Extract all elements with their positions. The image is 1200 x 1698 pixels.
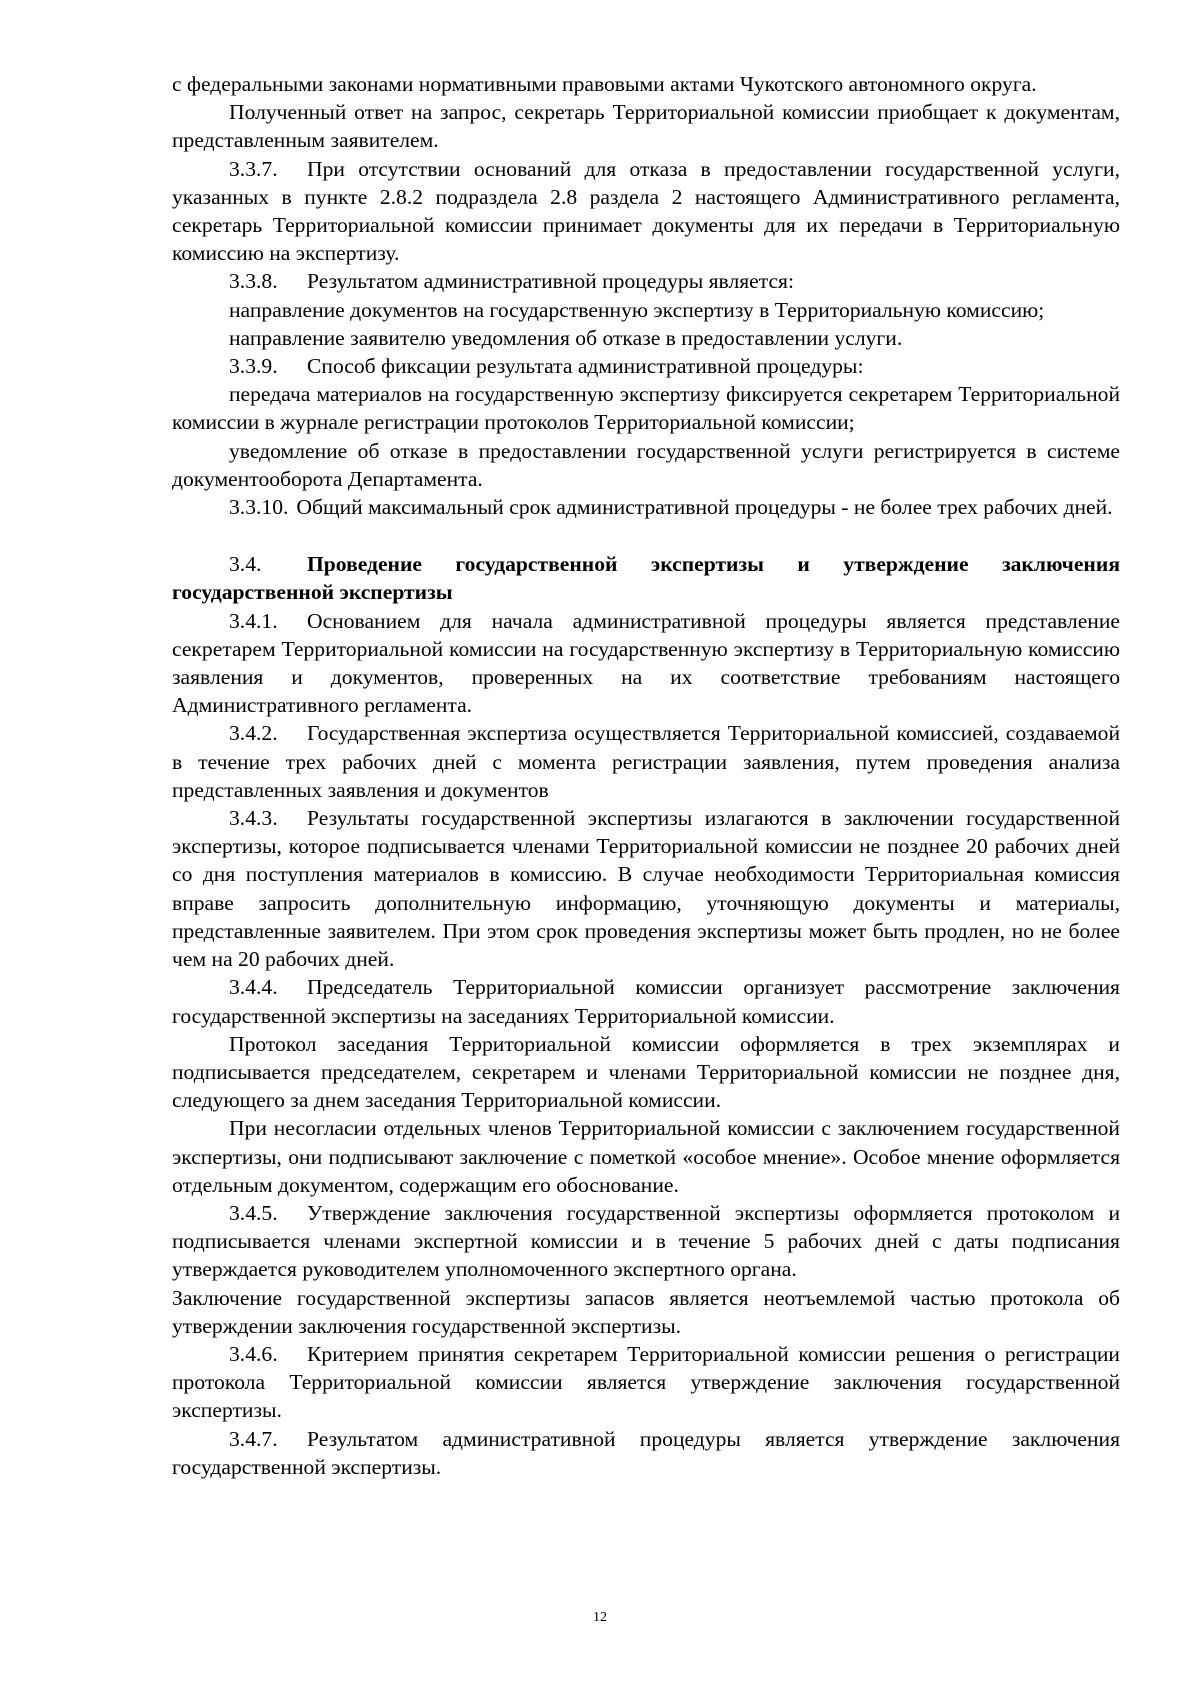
paragraph-text: Заключение государственной экспертизы запасов является неотъемлемой частью протокола об утверждении заключения государственной экспертизы. <box>172 1285 1120 1338</box>
paragraph <box>172 324 1120 352</box>
clause-number: 3.4.3. <box>229 806 278 831</box>
paragraph-text: Результатом административной процедуры является утверждение заключения государственной экспертизы. <box>172 1426 1120 1479</box>
paragraph-text: Способ фиксации результата административной процедуры: <box>307 354 864 379</box>
clause-number: 3.4.1. <box>229 608 278 633</box>
paragraph-text: Результаты государственной экспертизы излагаются в заключении государственной экспертизы, которое подписывается членами Территориальной комиссии не позднее 20 рабочих дней со дня поступления материалов в комиссию. В случае необходимости Территориальная комиссия вправе запросить дополнительную информацию, уточняющую документы и материалы, представленные заявителем. При этом срок проведения экспертизы может быть продлен, но не более чем на 20 рабочих дней. <box>172 806 1120 972</box>
paragraph <box>172 380 1120 436</box>
page-number: 12 <box>593 1610 607 1625</box>
clause-number: 3.4.2. <box>229 721 278 746</box>
clause-number: 3.4.5. <box>229 1200 278 1225</box>
clause-number: 3.4.6. <box>229 1341 278 1366</box>
paragraph <box>172 1114 1120 1199</box>
paragraph-3-4-2 <box>172 719 1120 804</box>
clause-number: 3.3.9. <box>229 354 278 379</box>
paragraph-text: уведомление об отказе в предоставлении государственной услуги регистрируется в системе документооборота Департамента. <box>172 438 1120 491</box>
clause-number: 3.3.10. <box>229 495 289 520</box>
paragraph-text: Утверждение заключения государственной экспертизы оформляется протоколом и подписывается членами экспертной комиссии и в течение 5 рабочих дней с даты подписания утверждается руководителем уполномоченного экспертного органа. <box>172 1200 1120 1282</box>
paragraph-text: с федеральными законами нормативными правовыми актами Чукотского автономного округа. <box>172 72 1037 96</box>
paragraph-text: Критерием принятия секретарем Территориальной комиссии решения о регистрации протокола Территориальной комиссии является утверждение заключения государственной экспертизы. <box>172 1341 1120 1423</box>
paragraph <box>172 1030 1120 1115</box>
paragraph-3-3-7 <box>172 155 1120 268</box>
paragraph-3-4-6 <box>172 1340 1120 1425</box>
clause-number: 3.3.7. <box>229 156 278 181</box>
clause-number: 3.4.4. <box>229 975 278 1000</box>
clause-number: 3.3.8. <box>229 269 278 294</box>
section-number: 3.4. <box>229 552 262 577</box>
paragraph-text: При отсутствии оснований для отказа в предоставлении государственной услуги, указанных в пункте 2.8.2 подраздела 2.8 раздела 2 настоящего Административного регламента, секретарь Территориальной комиссии принимает документы для их передачи в Территориальную комиссию на экспертизу. <box>172 156 1120 266</box>
paragraph-3-3-10 <box>172 493 1120 521</box>
paragraph-3-3-8 <box>172 267 1120 295</box>
paragraph-3-4-7 <box>172 1425 1120 1481</box>
paragraph-text: Общий максимальный срок административной процедуры - не более трех рабочих дней. <box>296 495 1113 520</box>
paragraph-text: Результатом административной процедуры является: <box>307 269 794 294</box>
paragraph-3-4-5 <box>172 1199 1120 1284</box>
clause-number: 3.4.7. <box>229 1426 278 1451</box>
paragraph-text: Председатель Территориальной комиссии организует рассмотрение заключения государственной экспертизы на заседаниях Территориальной комиссии. <box>172 975 1120 1028</box>
paragraph-text: передача материалов на государственную экспертизу фиксируется секретарем Территориальной комиссии в журнале регистрации протоколов Территориальной комиссии; <box>172 382 1120 435</box>
paragraph-continuation <box>172 70 1120 98</box>
paragraph-text: направление заявителю уведомления об отказе в предоставлении услуги. <box>229 325 903 350</box>
paragraph-text: Полученный ответ на запрос, секретарь Территориальной комиссии приобщает к документам, представленным заявителем. <box>172 100 1120 153</box>
paragraph-text: При несогласии отдельных членов Территориальной комиссии с заключением государственной экспертизы, они подписывают заключение с пометкой «особое мнение». Особое мнение оформляется отдельным документом, содержащим его обоснование. <box>172 1116 1120 1197</box>
paragraph-text: Основанием для начала административной процедуры является представление секретарем Территориальной комиссии на государственную экспертизу в Территориальную комиссию заявления и документов, проверенных на их соответствие требованиям настоящего Административного регламента. <box>172 608 1120 718</box>
section-title: Проведение государственной экспертизы и утверждение заключения государственной экспертизы <box>172 552 1120 605</box>
paragraph-3-4-1 <box>172 607 1120 720</box>
paragraph-text: Протокол заседания Территориальной комиссии оформляется в трех экземплярах и подписывается председателем, секретарем и членами Территориальной комиссии не позднее дня, следующего за днем заседания Территориальной комиссии. <box>172 1031 1120 1113</box>
paragraph-text: Государственная экспертиза осуществляется Территориальной комиссией, создаваемой в течение трех рабочих дней с момента регистрации заявления, путем проведения анализа представленных заявления и документов <box>172 721 1120 802</box>
paragraph <box>172 296 1120 324</box>
paragraph-3-4-3 <box>172 804 1120 973</box>
paragraph <box>172 437 1120 493</box>
paragraph-text: направление документов на государственную экспертизу в Территориальную комиссию; <box>229 297 1045 322</box>
section-heading-3-4 <box>172 550 1120 606</box>
paragraph-3-3-9 <box>172 352 1120 380</box>
paragraph <box>172 1284 1120 1340</box>
paragraph <box>172 98 1120 154</box>
document-page <box>172 70 1120 1481</box>
paragraph-3-4-4 <box>172 973 1120 1029</box>
